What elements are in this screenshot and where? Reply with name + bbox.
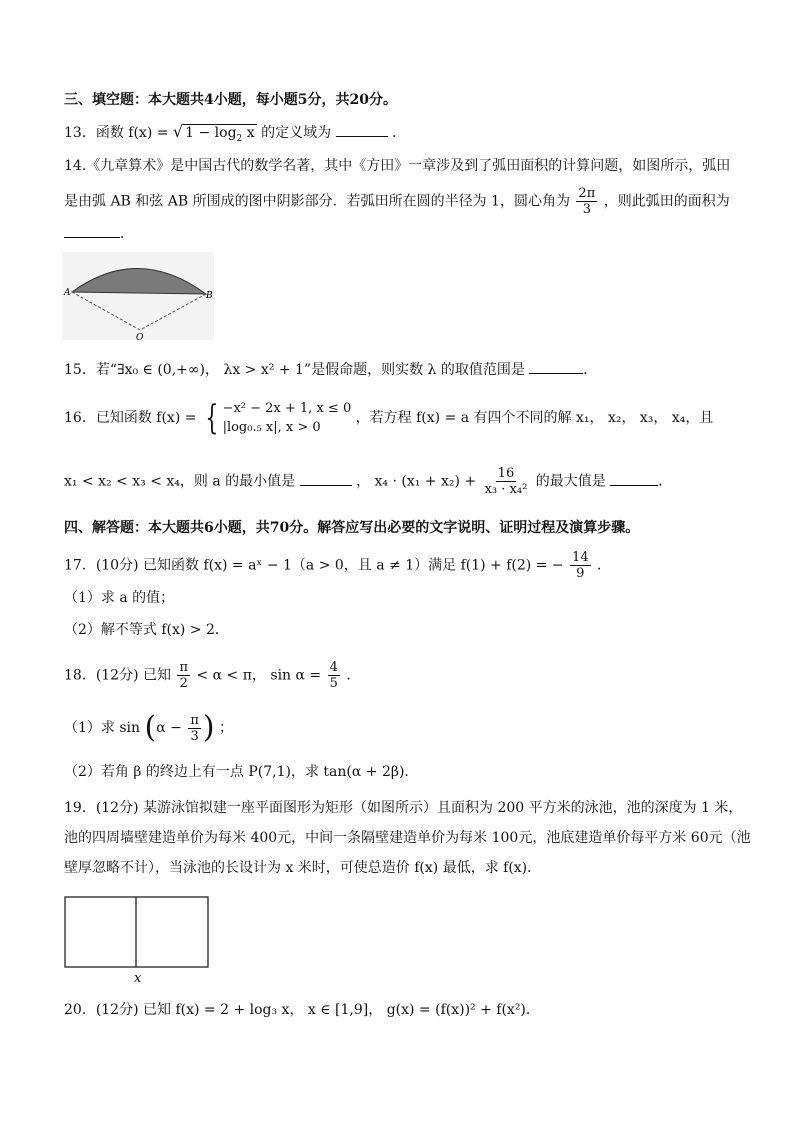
- question-17: 17．(10分) 已知函数 f(x) = aˣ − 1（a > 0，且 a ≠ 1）满足 f(1) + f(2) = − $\frac{14}{9}$ ．: [64, 550, 612, 581]
- x-label: x: [134, 971, 142, 986]
- q13-suffix: 的定义域为: [261, 125, 332, 141]
- label-a: A: [64, 288, 71, 298]
- answer-blank[interactable]: [300, 473, 352, 486]
- fraction-14-over-9: $\frac{14}{9}$: [572, 550, 589, 581]
- question-18-part-1: （1）求 sin (α − $\frac{\pi}{3}$ ) ；: [64, 710, 234, 745]
- question-17-part-1: （1）求 a 的值；: [64, 590, 175, 606]
- answer-blank[interactable]: [336, 124, 388, 137]
- answer-blank[interactable]: [529, 361, 583, 374]
- question-15: 15．若“∃x₀ ∈ (0,+∞)， λx > x² + 1”是假命题，则实数 λ 的取值范围是 ．: [64, 362, 598, 378]
- label-o: O: [136, 333, 144, 340]
- pool-figure: [64, 896, 210, 986]
- question-13: 13．函数 f(x) = √ $1 - \log_2 x$ 的定义域为 ．: [64, 122, 406, 144]
- q13-radicand: $1 - \log_2 x$: [185, 125, 255, 144]
- question-18: 18．(12分) 已知 $\frac{\pi}{2}$ < α < π， sin α = $\frac{4}{5}$ ．: [64, 660, 361, 691]
- arc-field-figure: [62, 252, 214, 340]
- q13-prefix: 13．函数: [64, 125, 124, 141]
- question-19-line-3: 壁厚忽略不计），当泳池的长设计为 x 米时，可使总造价 f(x) 最低，求 f(x)．: [64, 860, 542, 876]
- fraction-2pi-over-3: $\frac{2\pi}{3}$: [578, 186, 596, 217]
- question-17-part-2: （2）解不等式 f(x) > 2．: [64, 622, 229, 638]
- question-20: 20．(12分) 已知 f(x) = 2 + log₃ x， x ∈ [1,9]， g(x) = (f(x))² + f(x²)．: [64, 1002, 540, 1018]
- q13-function: f(x) =: [128, 125, 169, 141]
- question-18-part-2: （2）若角 β 的终边上有一点 P(7,1)，求 tan(α + 2β)．: [64, 764, 419, 780]
- section-3-heading: 三、填空题：本大题共4小题，每小题5分，共20分。: [64, 92, 397, 108]
- piecewise-function: −x² − 2x + 1, x ≤ 0 |log₀.₅ x|, x > 0: [222, 401, 352, 435]
- answer-blank[interactable]: [610, 473, 658, 486]
- question-14-line-2: 是由弧 AB 和弦 AB 所围成的图中阴影部分．若弧田所在圆的半径为 1，圆心角为 $\frac{2\pi}{3}$ ，则此弧田的面积为: [64, 186, 730, 217]
- label-b: B: [206, 291, 213, 301]
- question-14-line-1: 14.《九章算术》是中国古代的数学名著，其中《方田》一章涉及到了弧田面积的计算问题，如图所示，弧田: [64, 158, 731, 174]
- question-16-line-2: x₁ < x₂ < x₃ < x₄，则 a 的最小值是 ， x₄ · (x₁ + x₂) + $\frac{16}{\text{x₃ · x₄²}}$ 的最大值是 ．: [64, 466, 673, 497]
- fraction-16-over-x3x4: $\frac{16}{\text{x₃ · x₄²}}$: [484, 466, 528, 497]
- question-19-line-2: 池的四周墙壁建造单价为每米 400元，中间一条隔壁建造单价为每米 100元，池底建造单价每平方米 60元（池: [64, 830, 751, 846]
- answer-blank[interactable]: [64, 225, 120, 238]
- question-16-line-1: 16．已知函数 f(x) = { −x² − 2x + 1, x ≤ 0 |log₀.₅ x|, x > 0 ，若方程 f(x) = a 有四个不同的解 x₁， x₂， x₃， x₄，且: [64, 398, 714, 438]
- section-4-heading: 四、解答题：本大题共6小题，共70分。解答应写出必要的文字说明、证明过程及演算步骤。: [64, 520, 640, 536]
- question-14-line-3: ．: [64, 224, 134, 244]
- question-19-line-1: 19．(12分) 某游泳馆拟建一座平面图形为矩形（如图所示）且面积为 200 平方米的泳池，池的深度为 1 米，: [64, 800, 743, 816]
